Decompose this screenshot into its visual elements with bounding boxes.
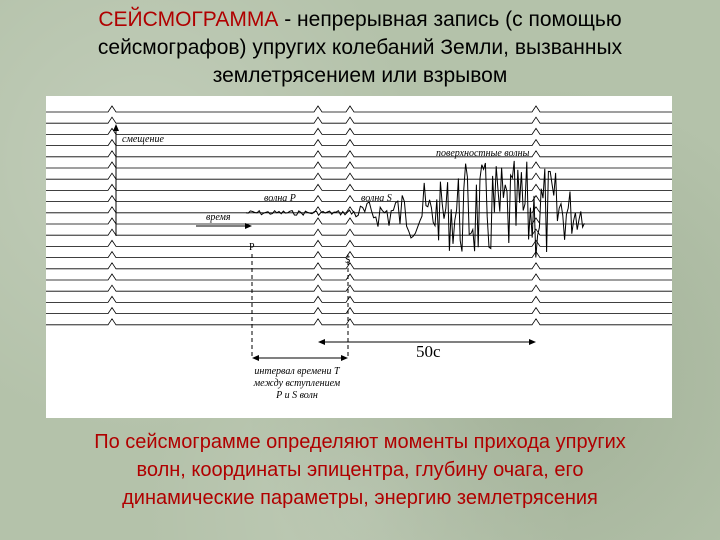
- duration-arrowhead-left: [318, 339, 325, 345]
- seismogram-diagram: [46, 96, 672, 418]
- seismic-signal: [246, 161, 584, 258]
- seismogram-trace: [46, 184, 672, 190]
- interval-line-3: P и S волн: [276, 390, 318, 401]
- annotation-arrows: [113, 124, 536, 361]
- seismogram-trace: [46, 308, 672, 314]
- seismogram-trace: [46, 263, 672, 269]
- title-term: СЕЙСМОГРАММА: [98, 8, 279, 31]
- seismogram-trace: [46, 319, 672, 325]
- caption-line-1: По сейсмограмме определяют моменты прихода упругих: [94, 431, 626, 453]
- displacement-label: смещение: [122, 134, 164, 145]
- duration-arrowhead-right: [529, 339, 536, 345]
- seismogram-trace: [46, 106, 672, 112]
- interval-line-2: между вступлением: [253, 378, 341, 389]
- time-label: время: [206, 212, 231, 223]
- seismogram-trace: [46, 151, 672, 157]
- slide-title: [20, 6, 700, 90]
- wave-p-label: волна P: [264, 193, 296, 204]
- s-arrival-marker: S: [345, 255, 351, 266]
- caption-line-2: волн, координаты эпицентра, глубину очага, его: [136, 459, 584, 481]
- title-definition-start: - непрерывная запись (с помощью: [278, 8, 622, 31]
- interval-line-1: интервал времени T: [254, 366, 340, 377]
- surface-waves-label: поверхностные волны: [436, 148, 530, 159]
- title-line-1: [20, 6, 700, 34]
- seismogram-trace: [46, 117, 672, 123]
- seismogram-trace: [46, 252, 672, 258]
- seismogram-trace: [46, 229, 672, 235]
- p-arrival-marker: P: [249, 242, 255, 253]
- seismogram-trace: [46, 196, 672, 202]
- duration-label: 50с: [416, 342, 441, 361]
- seismogram-trace: [46, 274, 672, 280]
- seismogram-trace: [46, 285, 672, 291]
- wave-s-label: волна S: [361, 193, 392, 204]
- seismogram-trace: [46, 296, 672, 302]
- displacement-arrowhead: [113, 124, 119, 131]
- pst-interval-label: [232, 366, 362, 402]
- title-line-3: землетрясением или взрывом: [212, 64, 508, 87]
- seismogram-trace: [46, 240, 672, 246]
- title-line-2: сейсмографов) упругих колебаний Земли, вызванных: [97, 36, 623, 59]
- interval-arrowhead-right: [341, 355, 348, 361]
- seismogram-trace: [46, 162, 672, 168]
- seismic-wave-signal: [246, 161, 584, 258]
- interval-arrowhead-left: [252, 355, 259, 361]
- seismogram-trace: [46, 173, 672, 179]
- caption-line-3: динамические параметры, энергию землетрясения: [122, 487, 598, 509]
- slide-caption: [20, 428, 700, 512]
